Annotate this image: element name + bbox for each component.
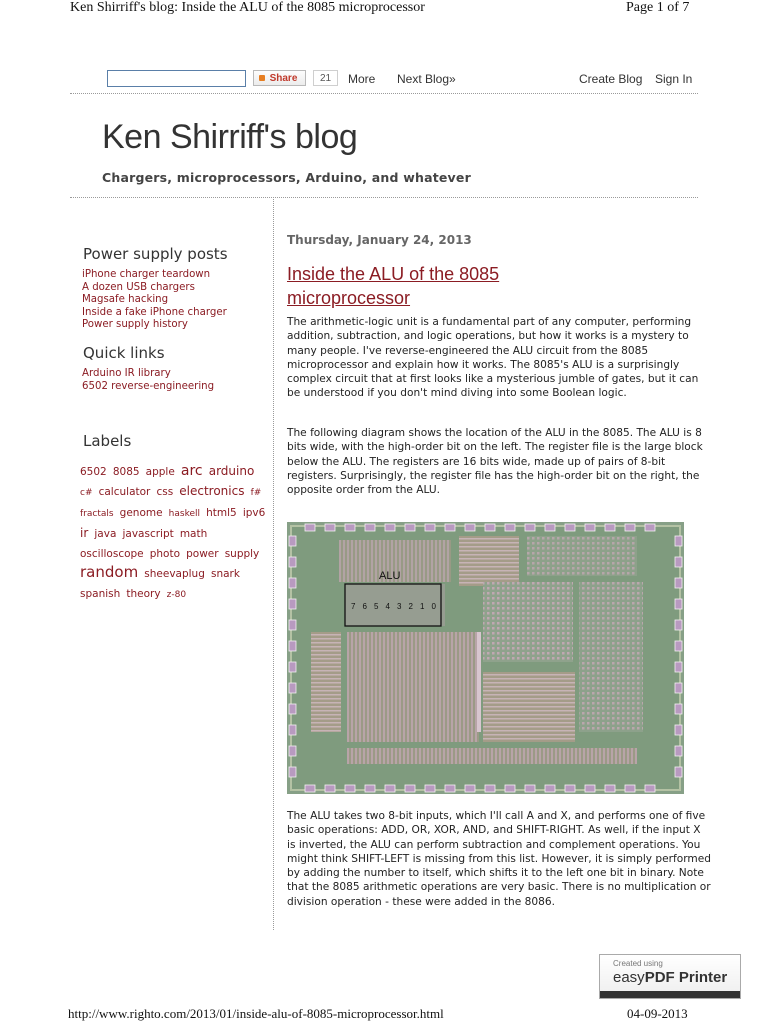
label-tag[interactable]: genome [119,507,163,519]
bit-label: 6 [362,602,367,611]
column-divider [273,197,274,930]
post-paragraph: The ALU takes two 8-bit inputs, which I'll call A and X, and performs one of five basic operations: ADD, OR, XOR, AND, and SHIFT-RIGHT. As well, if the input X is inverted, the ALU can perform subtraction and complement operations. You might think SHIFT-LEFT is missing from this list. However, it is simply performed by adding the number to itself, which shifts it to the left one bit in binary. Note that the 8085 arithmetic operations are very basic. There is no multiplication or division operation - these were added in the 8086. [287,810,711,908]
create-blog-link[interactable]: Create Blog [579,72,643,86]
label-tag[interactable]: 8085 [112,466,140,478]
label-tag[interactable]: math [179,528,208,540]
sidebar-link[interactable]: Arduino IR library [82,368,171,379]
label-cloud [80,461,270,604]
navbar-search-input[interactable] [107,70,246,87]
sidebar-link[interactable]: iPhone charger teardown [82,269,211,280]
label-tag[interactable]: css [156,486,174,498]
watermark-strip [600,991,740,998]
label-tag[interactable]: javascript [122,528,174,540]
share-button-label: Share [269,73,298,84]
sidebar-link[interactable]: Inside a fake iPhone charger [82,306,227,318]
bit-label: 3 [397,602,402,611]
label-tag[interactable]: power [186,548,219,560]
label-tag[interactable]: arc [180,463,203,479]
label-tag[interactable]: photo [149,548,181,560]
post-paragraph: The following diagram shows the location of the ALU in the 8085. The ALU is 8 bits wide, with the high-order bit on the left. The register file is the large block below the ALU. The registers are 16 bits wide, made up of pairs of 8-bit registers. Surprisingly, the register file has the high-order bit on the right, the opposite order from the ALU. [287,427,703,497]
print-page-title: Ken Shirriff's blog: Inside the ALU of the 8085 microprocessor [70,0,425,15]
label-tag[interactable]: 6502 [80,466,107,478]
content-divider [70,197,698,198]
label-tag[interactable]: random [80,563,139,581]
bit-label: 0 [431,602,436,611]
label-tag[interactable]: theory [126,588,161,600]
label-tag[interactable]: ipv6 [242,507,266,519]
watermark-logo [613,969,727,986]
label-tag[interactable]: oscilloscope [80,548,144,560]
share-icon [259,75,265,81]
label-tag[interactable]: java [94,528,117,540]
label-tag[interactable]: c# [80,488,93,498]
die-photo[interactable] [287,522,684,794]
more-link[interactable]: More [348,72,376,86]
bit-label: 2 [408,602,413,611]
share-count: 21 [313,70,338,86]
post-title[interactable]: Inside the ALU of the 8085 microprocessor [287,264,500,308]
header-divider [70,93,698,94]
labels-heading: Labels [83,432,132,450]
watermark-created-text: Created using [613,959,663,968]
label-tag[interactable]: calculator [98,486,151,498]
print-page-number: Page 1 of 7 [626,0,690,15]
label-tag[interactable]: spanish [80,588,121,600]
label-tag[interactable]: haskell [168,509,201,519]
sign-in-link[interactable]: Sign In [655,72,693,86]
label-tag[interactable]: sheevaplug [144,568,205,580]
label-tag[interactable]: fractals [80,509,114,519]
label-tag[interactable]: supply [224,548,260,560]
sidebar-link[interactable]: 6502 reverse-engineering [82,380,215,392]
sidebar-link[interactable]: A dozen USB chargers [82,281,195,293]
print-date: 04-09-2013 [627,1006,688,1021]
bit-label: 4 [385,602,390,611]
power-supply-list [82,269,227,332]
label-tag[interactable]: f# [250,488,262,498]
watermark-brand-bold: PDF Printer [644,969,728,986]
next-blog-link[interactable]: Next Blog» [397,72,456,86]
easypdf-watermark [599,954,741,999]
blog-title[interactable]: Ken Shirriff's blog [102,118,358,156]
quick-links-heading: Quick links [83,344,165,362]
sidebar-link[interactable]: Power supply history [82,319,188,331]
label-tag[interactable]: ir [80,526,89,540]
bit-label: 7 [351,602,356,611]
print-url: http://www.righto.com/2013/01/inside-alu-of-8085-microprocessor.html [68,1006,444,1021]
label-tag[interactable]: electronics [179,484,245,498]
bit-label: 5 [374,602,379,611]
share-button[interactable] [253,70,306,86]
post-date: Thursday, January 24, 2013 [287,233,472,247]
post-paragraph: The arithmetic-logic unit is a fundamental part of any computer, performing addition, subtraction, and logic operations, but how it works is a mystery to many people. I've reverse-engineered the ALU circuit from the 8085 microprocessor and explain how it works. The 8085's ALU is a surprisingly complex circuit that at first looks like a mysterious jumble of gates, but it can be understood if you don't mind diving into some Boolean logic. [287,316,699,400]
label-tag[interactable]: snark [210,568,240,580]
alu-label: ALU [379,570,401,582]
power-supply-heading: Power supply posts [83,245,228,263]
label-tag[interactable]: z-80 [166,590,187,600]
quick-links-list [82,368,214,393]
label-tag[interactable]: arduino [208,464,255,478]
label-tag[interactable]: html5 [206,507,237,519]
label-tag[interactable]: apple [145,466,175,478]
sidebar-link[interactable]: Magsafe hacking [82,294,169,306]
blog-description: Chargers, microprocessors, Arduino, and whatever [102,170,471,185]
bit-label: 1 [420,602,425,611]
watermark-brand-light: easy [613,969,645,986]
